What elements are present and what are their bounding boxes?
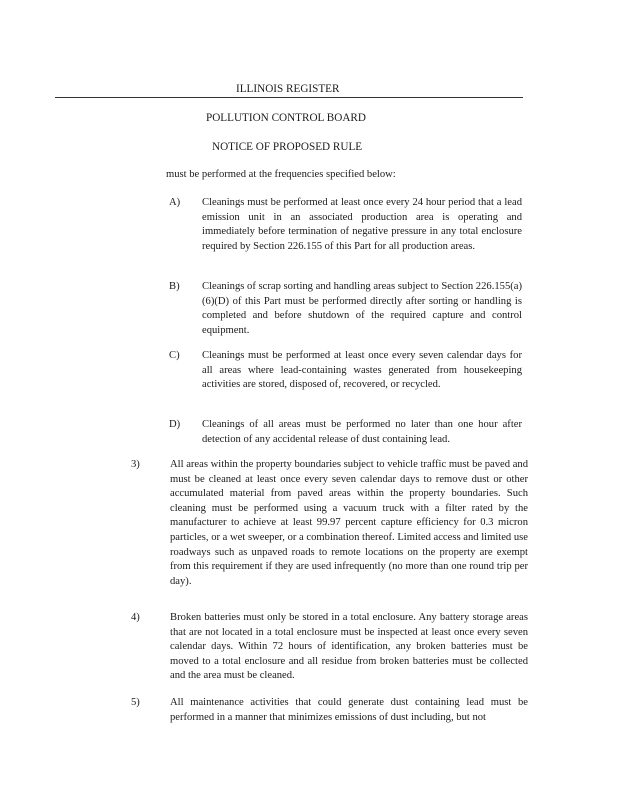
subitem-label-c: C) — [169, 350, 180, 361]
item-text-3: All areas within the property boundaries subject to vehicle traffic must be paved and must be cleaned at least once every seven calendar days to remove dust or other accumulated material from paved areas within the property boundaries. Such cleaning must be performed using a vacuum truck with a filter rated by the manufacturer to achieve at least 99.97 percent capture efficiency for 0.3 micron particles, or a wet sweeper, or a combination thereof. Limited access and limited use roadways such as unpaved roads to remote locations on the property are exempt from this requirement if they are used infrequently (no more than one round trip per day). — [170, 459, 528, 587]
intro-line: must be performed at the frequencies specified below: — [166, 169, 396, 180]
subitem-text-a: Cleanings must be performed at least once every 24 hour period that a lead emission unit in an associated production area is operating and immediately before termination of negative pressure in any total enclosure required by Section 226.155 of this Part for all production areas. — [202, 197, 522, 252]
subitem-label-a: A) — [169, 197, 181, 208]
item-text-5: All maintenance activities that could generate dust containing lead must be performed in a manner that minimizes emissions of dust including, but not — [170, 697, 528, 723]
subitem-text-d: Cleanings of all areas must be performed no later than one hour after detection of any accidental release of dust containing lead. — [202, 419, 522, 445]
board-name: POLLUTION CONTROL BOARD — [206, 112, 366, 124]
item-label-3: 3) — [131, 459, 140, 470]
subitem-text-c: Cleanings must be performed at least once every seven calendar days for all areas where lead-containing wastes generated from housekeeping activities are stored, disposed of, recovered, or recycled. — [202, 350, 522, 391]
item-text-4: Broken batteries must only be stored in a total enclosure. Any battery storage areas that are not located in a total enclosure must be inspected at least once every seven calendar days. Within 72 hours of identification, any broken batteries must be moved to a total enclosure and all residue from broken batteries must be collected and the area must be cleaned. — [170, 612, 528, 682]
subitem-text-b: Cleanings of scrap sorting and handling areas subject to Section 226.155(a)(6)(D) of this Part must be performed directly after sorting or handling is completed and before shutdown of the required capture and control equipment. — [202, 281, 522, 336]
item-label-4: 4) — [131, 612, 140, 623]
subitem-label-d: D) — [169, 419, 181, 430]
header-rule — [55, 97, 523, 98]
register-title: ILLINOIS REGISTER — [236, 83, 340, 95]
notice-title: NOTICE OF PROPOSED RULE — [212, 141, 363, 153]
item-label-5: 5) — [131, 697, 140, 708]
subitem-label-b: B) — [169, 281, 180, 292]
